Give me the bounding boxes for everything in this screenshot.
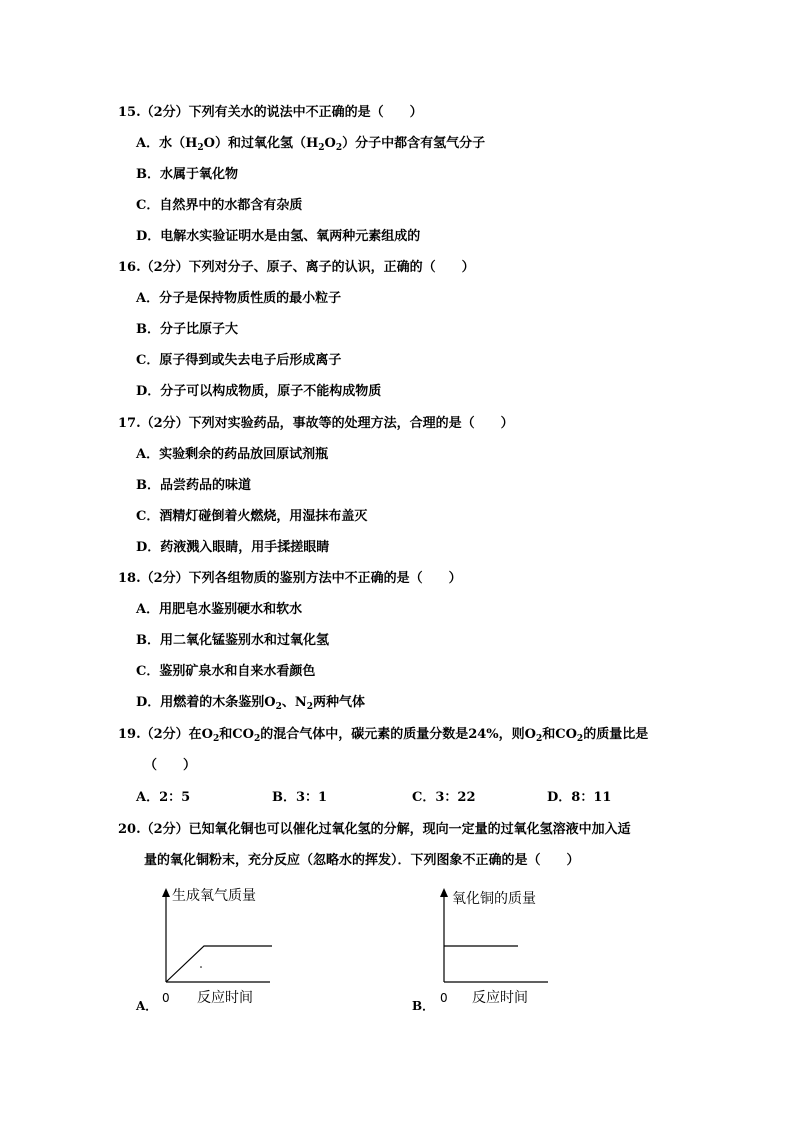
question-18-option-a: A．用肥皂水鉴别硬水和软水 <box>136 602 303 617</box>
figure-a-option-label: A． <box>136 999 158 1013</box>
question-19-stem-continued: （ ） <box>144 758 197 773</box>
figure-b-y-arrow <box>440 888 448 897</box>
question-16-option-d: D．分子可以构成物质，原子不能构成物质 <box>136 384 382 399</box>
question-15-stem: 15.（2分）下列有关水的说法中不正确的是（ ） <box>118 105 423 120</box>
question-19-option-b: B．3：1 <box>272 790 328 805</box>
question-17-option-a: A．实验剩余的药品放回原试剂瓶 <box>136 447 329 462</box>
figure-a-dot <box>200 966 202 968</box>
figure-a-origin: 0 <box>162 991 170 1005</box>
figure-b-option-label: B． <box>412 999 435 1013</box>
figure-a-curve <box>166 946 272 982</box>
question-20-stem: 20.（2分）已知氧化铜也可以催化过氧化氢的分解，现向一定量的过氧化氢溶液中加入适 <box>118 822 631 837</box>
question-16-stem: 16.（2分）下列对分子、原子、离子的认识，正确的（ ） <box>118 260 475 275</box>
question-19-option-d: D．8：11 <box>547 790 612 805</box>
question-20-stem-continued: 量的氧化铜粉末，充分反应（忽略水的挥发）．下列图象不正确的是（ ） <box>144 853 580 868</box>
figure-a-x-label: 反应时间 <box>197 990 253 1006</box>
question-17-stem: 17.（2分）下列对实验药品，事故等的处理方法，合理的是（ ） <box>118 416 514 431</box>
question-19-option-a: A．2：5 <box>136 790 191 805</box>
question-18-option-b: B．用二氧化锰鉴别水和过氧化氢 <box>136 633 329 648</box>
question-18-option-d: D．用燃着的木条鉴别$O_2$、$N_2$两种气体 <box>136 695 366 712</box>
question-17-option-d: D．药液溅入眼睛，用手揉搓眼睛 <box>136 540 330 555</box>
question-18-option-c: C．鉴别矿泉水和自来水看颜色 <box>136 664 316 679</box>
question-15-option-a: A．水$(H_2O)$和过氧化氢$(H_2O_2)$分子中都含有氢气分子 <box>136 136 486 153</box>
figure-b-origin: 0 <box>440 991 448 1005</box>
question-15-option-d: D．电解水实验证明水是由氢、氧两种元素组成的 <box>136 229 421 244</box>
figure-a-y-label: 生成氧气质量 <box>172 888 256 904</box>
question-16-option-a: A．分子是保持物质性质的最小粒子 <box>136 291 342 306</box>
question-15-option-c: C．自然界中的水都含有杂质 <box>136 198 303 213</box>
figure-b-y-label: 氧化铜的质量 <box>452 891 536 907</box>
figure-b-x-label: 反应时间 <box>472 990 528 1006</box>
question-19-stem: 19.（2分）在$O_2$和$CO_2$的混合气体中，碳元素的质量分数是24%，则$O_2$和$CO_2$的质量比是 <box>118 727 649 744</box>
question-18-stem: 18.（2分）下列各组物质的鉴别方法中不正确的是（ ） <box>118 571 462 586</box>
figure-b <box>408 880 558 1020</box>
question-15-option-b: B．水属于氧化物 <box>136 167 238 182</box>
figure-a-y-arrow <box>162 888 170 897</box>
question-17-option-b: B．品尝药品的味道 <box>136 478 251 493</box>
question-16-option-b: B．分子比原子大 <box>136 322 238 337</box>
figure-a <box>130 880 280 1020</box>
question-17-option-c: C．酒精灯碰倒着火燃烧，用湿抹布盖灭 <box>136 509 368 524</box>
question-19-option-c: C．3：22 <box>412 790 476 805</box>
question-16-option-c: C．原子得到或失去电子后形成离子 <box>136 353 342 368</box>
